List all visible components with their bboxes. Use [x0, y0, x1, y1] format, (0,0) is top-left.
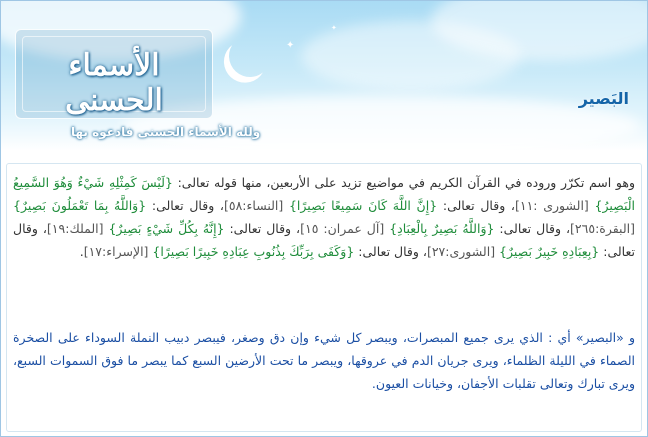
quran-verse: {إِنَّ اللَّهَ كَانَ سَمِيعًا بَصِيرًا}: [288, 198, 438, 213]
connector-text: ، وقال تعالى:: [354, 244, 427, 259]
verse-reference: [آل عمران: ١٥]: [300, 221, 390, 236]
end-punctuation: .: [79, 244, 84, 259]
connector-text: ، وقال تعالى:: [146, 198, 224, 213]
quran-verse: {وَكَفَى بِرَبِّكَ بِذُنُوبِ عِبَادِهِ خَبِيرًا بَصِيرًا}: [152, 244, 355, 259]
quran-verse: {وَاللَّهُ بَصِيرٌ بِالْعِبَادِ}: [389, 221, 495, 236]
paragraph-explanation: و «البصير» أي : الذي يرى جميع المبصرات، ويبصر كل شيء وإن دق وصغر، فيبصر دبيب النملة السوداء على الصخرة الصماء في الليلة الظلماء، ويرى جريان الدم في عروقها، ويبصر ما تحت الأرضين السبع كما يبصر ما فوق السموات السبع، ويرى تبارك وتعالى تقلبات الأجفان، وخيانات العيون.: [13, 330, 635, 391]
quran-verse: {إِنَّهُ بِكُلِّ شَيْءٍ بَصِيرٌ}: [108, 221, 225, 236]
quran-verse: {لَيْسَ كَمِثْلِهِ شَيْءٌ وَهُوَ السَّمِيعُ الْبَصِيرُ}: [13, 175, 636, 213]
verse-reference: [الشورى :١١]: [514, 198, 595, 213]
banner-verse: ولله الأسماء الحسنى فادعوه بها: [71, 125, 261, 139]
page-title: البَصير: [578, 89, 629, 108]
paragraph-quran-references: [13, 171, 635, 263]
verse-reference: [النساء:٥٨]: [223, 198, 289, 213]
connector-text: ، وقال تعالى:: [13, 221, 635, 259]
logo-box: [15, 29, 213, 119]
logo-calligraphy: الأسماء الحسنى: [65, 48, 163, 118]
connector-text: ، وقال تعالى:: [437, 198, 515, 213]
verse-reference: [الملك:١٩]: [46, 221, 109, 236]
verse-reference: [الإسراء:١٧]: [83, 244, 153, 259]
header-banner: [1, 1, 647, 151]
intro-text: وهو اسم تكرّر وروده في القرآن الكريم في مواضيع تزيد على الأربعين، منها قوله تعالى:: [172, 175, 635, 190]
quran-verse: {بِعِبَادِهِ خَبِيرٌ بَصِيرٌ}: [499, 244, 600, 259]
verse-reference: [البقرة:٢٦٥]: [570, 221, 635, 236]
connector-text: ، وقال تعالى:: [494, 221, 571, 236]
verse-reference: [الشورى:٢٧]: [426, 244, 500, 259]
connector-text: ، وقال تعالى:: [224, 221, 301, 236]
crescent-moon-icon: [222, 28, 278, 84]
star-icon: ✦: [331, 24, 337, 32]
quran-verse: {وَاللَّهُ بِمَا تَعْمَلُونَ بَصِيرٌ}: [13, 198, 147, 213]
star-icon: ✦: [286, 40, 295, 51]
